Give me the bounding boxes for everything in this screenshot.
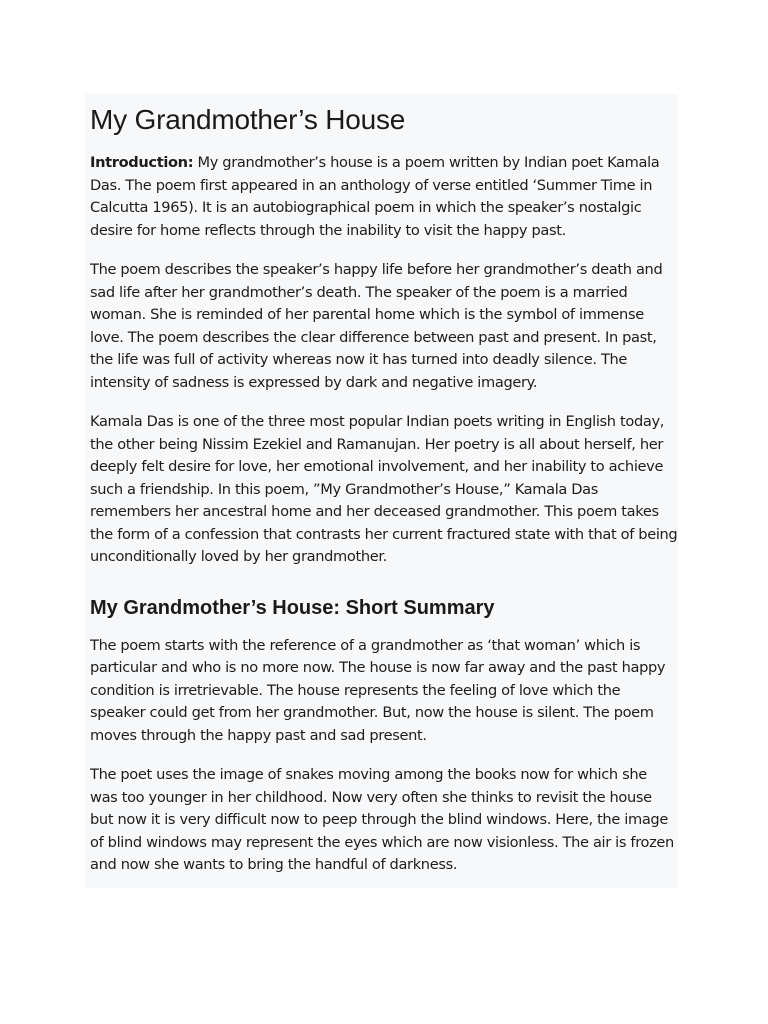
paragraph-2: The poem describes the speaker’s happy life before her grandmother’s death and sad life after her grandmother’s death. The speaker of the poem is a married woman. She is reminded of her parental home which is the symbol of immense love. The poem describes the clear difference between past and present. In past, the life was full of activity whereas now it has turned into deadly silence. The intensity of sadness is expressed by dark and negative imagery.	[90, 261, 663, 391]
document-title: My Grandmother’s House	[90, 104, 406, 135]
paragraph-3: Kamala Das is one of the three most popular Indian poets writing in English today, the other being Nissim Ezekiel and Ramanujan. Her poetry is all about herself, her deeply felt desire for love, her emotional involvement, and her inability to achieve such a friendship. In this poem, ”My Grandmother’s House,” Kamala Das remembers her ancestral home and her deceased grandmother. This poem takes the form of a confession that contrasts her current fractured state with that of being unconditionally loved by her grandmother.	[90, 413, 678, 565]
section-heading: My Grandmother’s House: Short Summary	[90, 596, 495, 619]
intro-paragraph	[90, 152, 678, 242]
intro-label: Introduction:	[90, 154, 194, 171]
intro-text: My grandmother’s house is a poem written by Indian poet Kamala Das. The poem first appeared in an anthology of verse entitled ‘Summer Time in Calcutta 1965). It is an autobiographical poem in which the speaker’s nostalgic desire for home reflects through the inability to visit the happy past.	[90, 154, 660, 239]
paragraph-5: The poet uses the image of snakes moving among the books now for which she was too younger in her childhood. Now very often she thinks to revisit the house but now it is very difficult now to peep through the blind windows. Here, the image of blind windows may represent the eyes which are now visionless. The air is frozen and now she wants to bring the handful of darkness.	[90, 766, 674, 873]
paragraph-4: The poem starts with the reference of a grandmother as ‘that woman’ which is particular and who is no more now. The house is now far away and the past happy condition is irretrievable. The house represents the feeling of love which the speaker could get from her grandmother. But, now the house is silent. The poem moves through the happy past and sad present.	[90, 636, 666, 744]
document-content	[85, 94, 678, 888]
